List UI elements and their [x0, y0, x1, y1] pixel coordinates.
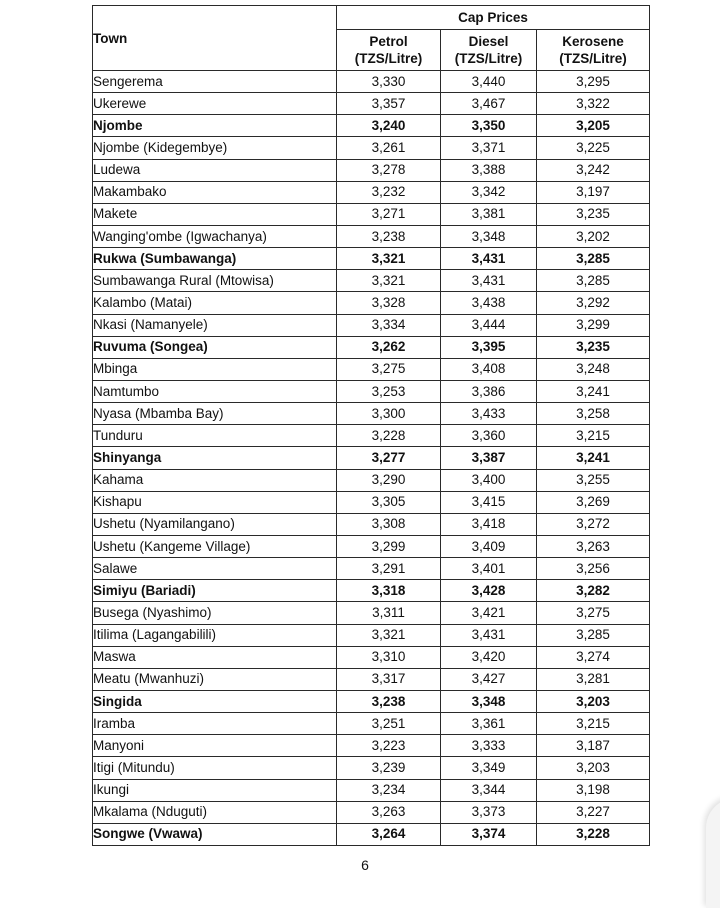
- diesel-price-cell: 3,360: [441, 425, 537, 447]
- diesel-price-cell: 3,415: [441, 491, 537, 513]
- petrol-price-cell: 3,240: [337, 115, 441, 137]
- kerosene-price-cell: 3,248: [537, 358, 650, 380]
- table-row: [93, 602, 650, 624]
- diesel-price-cell: 3,373: [441, 801, 537, 823]
- diesel-price-cell: 3,371: [441, 137, 537, 159]
- page-curl-edge: [706, 798, 720, 908]
- kerosene-price-cell: 3,202: [537, 225, 650, 247]
- town-cell: Kahama: [93, 469, 337, 491]
- town-cell: Maswa: [93, 646, 337, 668]
- petrol-price-cell: 3,321: [337, 248, 441, 270]
- diesel-price-cell: 3,348: [441, 690, 537, 712]
- table-row: [93, 159, 650, 181]
- diesel-price-cell: 3,427: [441, 668, 537, 690]
- diesel-price-cell: 3,395: [441, 336, 537, 358]
- petrol-price-cell: 3,263: [337, 801, 441, 823]
- diesel-price-cell: 3,401: [441, 558, 537, 580]
- table-row: [93, 491, 650, 513]
- petrol-price-cell: 3,310: [337, 646, 441, 668]
- town-cell: Simiyu (Bariadi): [93, 580, 337, 602]
- kerosene-price-cell: 3,275: [537, 602, 650, 624]
- kerosene-price-cell: 3,241: [537, 447, 650, 469]
- table-row: [93, 779, 650, 801]
- diesel-price-cell: 3,388: [441, 159, 537, 181]
- town-cell: Kalambo (Matai): [93, 292, 337, 314]
- table-row: [93, 71, 650, 93]
- petrol-header-name: Petrol: [369, 34, 408, 49]
- table-row-region: [93, 690, 650, 712]
- diesel-price-cell: 3,440: [441, 71, 537, 93]
- kerosene-price-cell: 3,292: [537, 292, 650, 314]
- table-row: [93, 668, 650, 690]
- table-row: [93, 469, 650, 491]
- petrol-price-cell: 3,275: [337, 358, 441, 380]
- kerosene-price-cell: 3,215: [537, 713, 650, 735]
- petrol-price-cell: 3,278: [337, 159, 441, 181]
- petrol-price-cell: 3,308: [337, 513, 441, 535]
- diesel-price-cell: 3,408: [441, 358, 537, 380]
- diesel-header-name: Diesel: [468, 34, 509, 49]
- kerosene-price-cell: 3,241: [537, 380, 650, 402]
- town-cell: Busega (Nyashimo): [93, 602, 337, 624]
- town-column-header: Town: [93, 6, 337, 71]
- table-row: [93, 558, 650, 580]
- kerosene-price-cell: 3,269: [537, 491, 650, 513]
- kerosene-price-cell: 3,299: [537, 314, 650, 336]
- diesel-price-cell: 3,348: [441, 225, 537, 247]
- table-row: [93, 757, 650, 779]
- diesel-column-header: [441, 30, 537, 71]
- town-cell: Ludewa: [93, 159, 337, 181]
- table-row: [93, 535, 650, 557]
- petrol-price-cell: 3,232: [337, 181, 441, 203]
- table-row: [93, 225, 650, 247]
- town-cell: Nyasa (Mbamba Bay): [93, 403, 337, 425]
- kerosene-price-cell: 3,285: [537, 248, 650, 270]
- petrol-price-cell: 3,300: [337, 403, 441, 425]
- town-cell: Meatu (Mwanhuzi): [93, 668, 337, 690]
- table-row: [93, 181, 650, 203]
- kerosene-price-cell: 3,225: [537, 137, 650, 159]
- petrol-price-cell: 3,321: [337, 624, 441, 646]
- table-row: [93, 513, 650, 535]
- kerosene-price-cell: 3,215: [537, 425, 650, 447]
- table-row: [93, 646, 650, 668]
- diesel-price-cell: 3,387: [441, 447, 537, 469]
- kerosene-price-cell: 3,322: [537, 93, 650, 115]
- table-row-region: [93, 447, 650, 469]
- diesel-price-cell: 3,409: [441, 535, 537, 557]
- table-row-region: [93, 115, 650, 137]
- town-cell: Makete: [93, 203, 337, 225]
- table-row: [93, 735, 650, 757]
- town-cell: Ikungi: [93, 779, 337, 801]
- town-cell: Ushetu (Kangeme Village): [93, 535, 337, 557]
- town-cell: Ukerewe: [93, 93, 337, 115]
- kerosene-price-cell: 3,282: [537, 580, 650, 602]
- diesel-price-cell: 3,361: [441, 713, 537, 735]
- table-row-region: [93, 248, 650, 270]
- diesel-price-cell: 3,444: [441, 314, 537, 336]
- town-cell: Mbinga: [93, 358, 337, 380]
- town-cell: Shinyanga: [93, 447, 337, 469]
- cap-prices-table: [92, 5, 650, 846]
- town-cell: Manyoni: [93, 735, 337, 757]
- town-cell: Rukwa (Sumbawanga): [93, 248, 337, 270]
- petrol-price-cell: 3,318: [337, 580, 441, 602]
- kerosene-price-cell: 3,203: [537, 757, 650, 779]
- town-cell: Namtumbo: [93, 380, 337, 402]
- petrol-price-cell: 3,330: [337, 71, 441, 93]
- kerosene-price-cell: 3,256: [537, 558, 650, 580]
- diesel-price-cell: 3,333: [441, 735, 537, 757]
- kerosene-column-header: [537, 30, 650, 71]
- kerosene-price-cell: 3,228: [537, 823, 650, 845]
- petrol-price-cell: 3,321: [337, 270, 441, 292]
- kerosene-price-cell: 3,227: [537, 801, 650, 823]
- petrol-price-cell: 3,334: [337, 314, 441, 336]
- petrol-column-header: [337, 30, 441, 71]
- town-cell: Kishapu: [93, 491, 337, 513]
- petrol-price-cell: 3,238: [337, 225, 441, 247]
- diesel-price-cell: 3,386: [441, 380, 537, 402]
- table-row: [93, 624, 650, 646]
- town-cell: Songwe (Vwawa): [93, 823, 337, 845]
- diesel-price-cell: 3,350: [441, 115, 537, 137]
- table-row: [93, 358, 650, 380]
- diesel-price-cell: 3,344: [441, 779, 537, 801]
- petrol-price-cell: 3,357: [337, 93, 441, 115]
- kerosene-price-cell: 3,198: [537, 779, 650, 801]
- table-row: [93, 270, 650, 292]
- kerosene-price-cell: 3,187: [537, 735, 650, 757]
- kerosene-price-cell: 3,263: [537, 535, 650, 557]
- petrol-price-cell: 3,262: [337, 336, 441, 358]
- kerosene-price-cell: 3,255: [537, 469, 650, 491]
- petrol-price-cell: 3,299: [337, 535, 441, 557]
- petrol-price-cell: 3,223: [337, 735, 441, 757]
- petrol-price-cell: 3,305: [337, 491, 441, 513]
- kerosene-price-cell: 3,272: [537, 513, 650, 535]
- diesel-price-cell: 3,428: [441, 580, 537, 602]
- table-body: [93, 71, 650, 846]
- table-row: [93, 713, 650, 735]
- petrol-price-cell: 3,271: [337, 203, 441, 225]
- petrol-price-cell: 3,290: [337, 469, 441, 491]
- kerosene-price-cell: 3,281: [537, 668, 650, 690]
- kerosene-price-cell: 3,235: [537, 203, 650, 225]
- table-row: [93, 203, 650, 225]
- petrol-price-cell: 3,253: [337, 380, 441, 402]
- petrol-price-cell: 3,311: [337, 602, 441, 624]
- table-row: [93, 314, 650, 336]
- petrol-header-unit: (TZS/Litre): [354, 51, 423, 66]
- town-cell: Njombe (Kidegembye): [93, 137, 337, 159]
- petrol-price-cell: 3,317: [337, 668, 441, 690]
- town-cell: Itigi (Mitundu): [93, 757, 337, 779]
- table-row: [93, 380, 650, 402]
- kerosene-price-cell: 3,242: [537, 159, 650, 181]
- kerosene-price-cell: 3,235: [537, 336, 650, 358]
- petrol-price-cell: 3,328: [337, 292, 441, 314]
- town-cell: Ushetu (Nyamilangano): [93, 513, 337, 535]
- diesel-price-cell: 3,431: [441, 270, 537, 292]
- petrol-price-cell: 3,261: [337, 137, 441, 159]
- kerosene-price-cell: 3,274: [537, 646, 650, 668]
- table-row: [93, 403, 650, 425]
- town-cell: Makambako: [93, 181, 337, 203]
- petrol-price-cell: 3,264: [337, 823, 441, 845]
- diesel-price-cell: 3,342: [441, 181, 537, 203]
- diesel-price-cell: 3,374: [441, 823, 537, 845]
- petrol-price-cell: 3,234: [337, 779, 441, 801]
- town-cell: Ruvuma (Songea): [93, 336, 337, 358]
- kerosene-price-cell: 3,205: [537, 115, 650, 137]
- town-cell: Wanging'ombe (Igwachanya): [93, 225, 337, 247]
- town-cell: Salawe: [93, 558, 337, 580]
- table-row-region: [93, 580, 650, 602]
- diesel-price-cell: 3,431: [441, 624, 537, 646]
- kerosene-price-cell: 3,197: [537, 181, 650, 203]
- table-row-region: [93, 336, 650, 358]
- diesel-header-unit: (TZS/Litre): [454, 51, 523, 66]
- table-row: [93, 425, 650, 447]
- kerosene-price-cell: 3,258: [537, 403, 650, 425]
- petrol-price-cell: 3,291: [337, 558, 441, 580]
- town-cell: Sengerema: [93, 71, 337, 93]
- diesel-price-cell: 3,400: [441, 469, 537, 491]
- diesel-price-cell: 3,431: [441, 248, 537, 270]
- town-cell: Singida: [93, 690, 337, 712]
- diesel-price-cell: 3,381: [441, 203, 537, 225]
- town-cell: Tunduru: [93, 425, 337, 447]
- town-cell: Njombe: [93, 115, 337, 137]
- town-cell: Sumbawanga Rural (Mtowisa): [93, 270, 337, 292]
- cap-prices-header: Cap Prices: [337, 6, 650, 30]
- town-cell: Nkasi (Namanyele): [93, 314, 337, 336]
- kerosene-header-name: Kerosene: [562, 34, 624, 49]
- kerosene-price-cell: 3,285: [537, 624, 650, 646]
- kerosene-price-cell: 3,285: [537, 270, 650, 292]
- petrol-price-cell: 3,277: [337, 447, 441, 469]
- petrol-price-cell: 3,228: [337, 425, 441, 447]
- kerosene-price-cell: 3,203: [537, 690, 650, 712]
- diesel-price-cell: 3,349: [441, 757, 537, 779]
- kerosene-header-unit: (TZS/Litre): [559, 51, 627, 66]
- table-row: [93, 292, 650, 314]
- table-row: [93, 137, 650, 159]
- petrol-price-cell: 3,238: [337, 690, 441, 712]
- kerosene-price-cell: 3,295: [537, 71, 650, 93]
- town-cell: Iramba: [93, 713, 337, 735]
- table-row: [93, 801, 650, 823]
- town-cell: Mkalama (Nduguti): [93, 801, 337, 823]
- diesel-price-cell: 3,420: [441, 646, 537, 668]
- petrol-price-cell: 3,251: [337, 713, 441, 735]
- diesel-price-cell: 3,421: [441, 602, 537, 624]
- page-number: 6: [361, 857, 369, 873]
- town-cell: Itilima (Lagangabilili): [93, 624, 337, 646]
- diesel-price-cell: 3,433: [441, 403, 537, 425]
- table-row-region: [93, 823, 650, 845]
- diesel-price-cell: 3,418: [441, 513, 537, 535]
- table-row: [93, 93, 650, 115]
- diesel-price-cell: 3,438: [441, 292, 537, 314]
- petrol-price-cell: 3,239: [337, 757, 441, 779]
- diesel-price-cell: 3,467: [441, 93, 537, 115]
